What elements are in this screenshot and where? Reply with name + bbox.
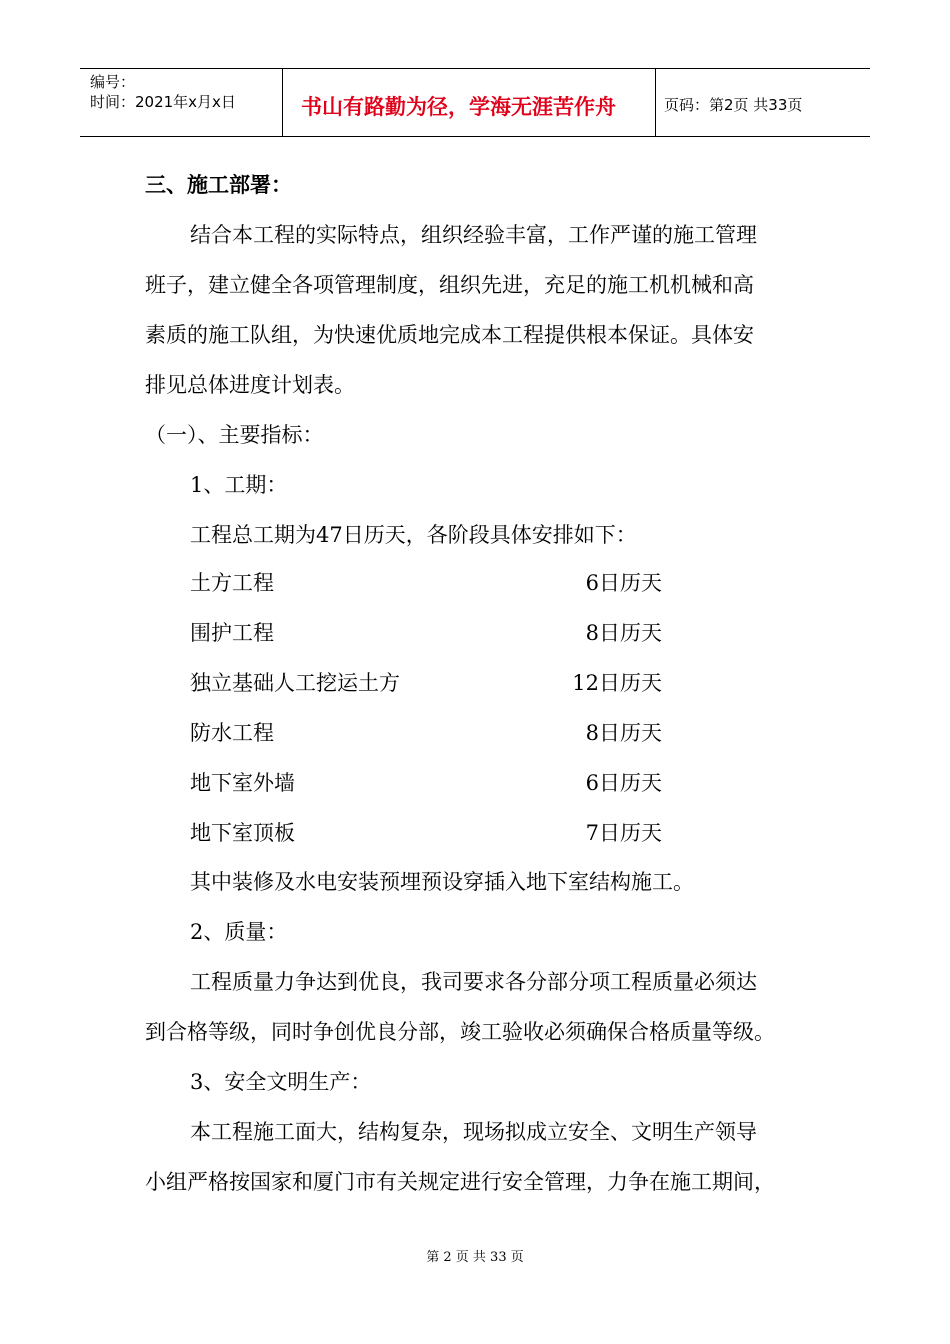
paragraph-line: 结合本工程的实际特点，组织经验丰富，工作严谨的施工管理 — [190, 223, 757, 247]
paragraph-line: 小组严格按国家和厦门市有关规定进行安全管理，力争在施工期间， — [145, 1170, 775, 1194]
number-label: 编号： — [90, 73, 136, 91]
schedule-item-days: 6日历天 — [585, 771, 662, 795]
paragraph-line: 到合格等级，同时争创优良分部，竣工验收必须确保合格质量等级。 — [145, 1020, 775, 1044]
schedule-item-days: 12日历天 — [572, 671, 662, 695]
schedule-item-name: 围护工程 — [190, 621, 274, 645]
subsection-heading: （一）、主要指标： — [145, 423, 324, 447]
schedule-item-name: 独立基础人工挖运土方 — [190, 671, 400, 695]
schedule-item-days: 7日历天 — [585, 821, 662, 845]
item-heading-safety: 3、安全文明生产： — [190, 1070, 372, 1094]
schedule-item-name: 防水工程 — [190, 721, 274, 745]
section-title: 三、施工部署： — [145, 173, 292, 197]
paragraph-line: 工程质量力争达到优良，我司要求各分部分项工程质量必须达 — [190, 970, 757, 994]
header-page-cell — [655, 69, 870, 136]
schedule-item-days: 8日历天 — [585, 721, 662, 745]
schedule-item-name: 地下室顶板 — [190, 821, 295, 845]
page-info: 页码：第2页 共33页 — [664, 96, 803, 114]
note-text: 其中装修及水电安装预埋预设穿插入地下室结构施工。 — [190, 870, 694, 894]
item-heading-duration: 1、工期： — [190, 473, 288, 497]
header-motto-cell — [282, 69, 656, 136]
item-heading-quality: 2、质量： — [190, 920, 288, 944]
schedule-item-name: 地下室外墙 — [190, 771, 295, 795]
schedule-item-name: 土方工程 — [190, 571, 274, 595]
page-header — [80, 68, 870, 137]
schedule-item-days: 8日历天 — [585, 621, 662, 645]
duration-text: 工程总工期为47日历天，各阶段具体安排如下： — [190, 523, 637, 547]
paragraph-line: 本工程施工面大，结构复杂，现场拟成立安全、文明生产领导 — [190, 1120, 757, 1144]
paragraph-line: 素质的施工队组，为快速优质地完成本工程提供根本保证。具体安 — [145, 323, 754, 347]
schedule-item-days: 6日历天 — [585, 571, 662, 595]
paragraph-line: 班子，建立健全各项管理制度，组织先进，充足的施工机机械和高 — [145, 273, 754, 297]
time-label: 时间：2021年x月x日 — [90, 93, 236, 111]
motto-text: 书山有路勤为径，学海无涯苦作舟 — [301, 95, 616, 119]
paragraph-line: 排见总体进度计划表。 — [145, 373, 355, 397]
page-footer: 第 2 页 共 33 页 — [426, 1250, 524, 1265]
header-left-cell — [80, 69, 280, 139]
